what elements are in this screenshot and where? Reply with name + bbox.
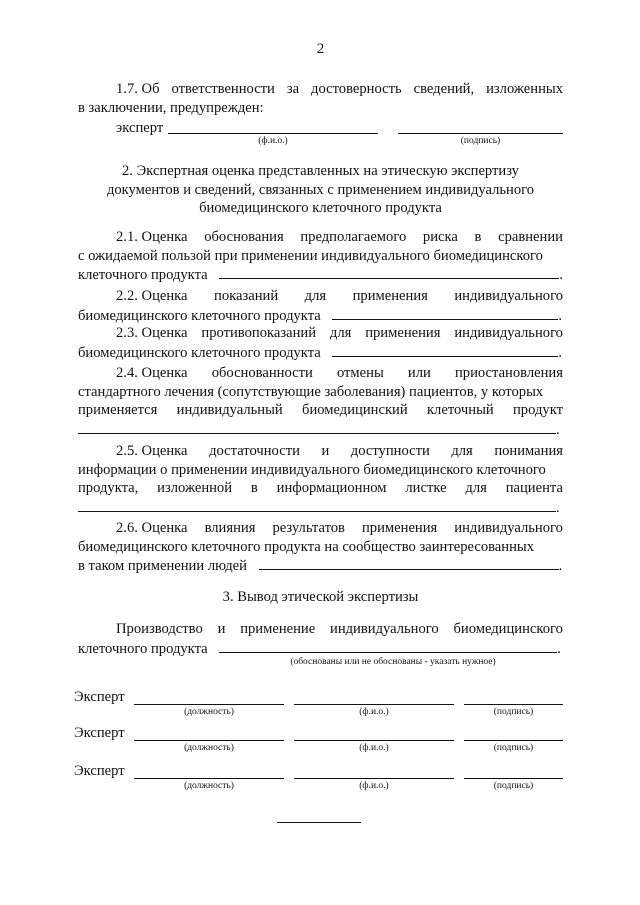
sign-field[interactable] <box>464 704 563 705</box>
field-conclusion[interactable] <box>219 639 557 653</box>
document-page: 2 1.7. Об ответственности за достоверность сведений, изложенных в заключении, предупрежден: эксперт (ф.и.о.) (подпись) 2. Экспертная оценка представленных на этическую экспертизу документов и сведений, связанных с применением индивидуального биомедицинского клеточного продукта 2.1. Оценка обоснования предполагаемого риска в сравнении с ожидаемой пользой при применении индивидуального биомедицинского клеточного продукта . 2.2. Оценка показаний для применения индивидуального биомедицинского клеточного продукта . 2.3. Оценка противопоказаний для применения индивидуального биомедицинского клеточного продукта . 2.4. Оценка обоснованности отмены или приостановления стандартного лечения (сопутствующие заболевания) пациентов, у которых применяется индивидуальный биомедицинский клеточный продукт . 2.5. Оценка достаточности и доступности для понимания информации о применении индивидуального биомедицинского клеточного продукта, изложенной в информационном листке для пациента . 2.6. Оценка влияния результатов применения индивидуального биомедицинского клеточного продукта на сообщество заинтересованных в таком применении людей . 3. Вывод этической экспертизы Производство и применение индивидуального биомедицинского клеточного продукта . (обоснованы или не обоснованы - указать нужное) Эксперт (должность) (ф.и.о.) (подпись) Эксперт (должность) (ф.и.о.) (подпись) Эксперт (должность) (ф.и.о.) (подпись) <box>78 0 563 905</box>
field-2-3[interactable] <box>332 343 558 357</box>
field-2-6[interactable] <box>259 556 559 570</box>
caption-conclusion: (обоснованы или не обоснованы - указать нужное) <box>290 657 496 667</box>
page-number: 2 <box>316 41 325 57</box>
expert-fio-field[interactable] <box>168 133 378 134</box>
section-3-heading: 3. Вывод этической экспертизы <box>222 589 419 605</box>
position-field[interactable] <box>134 704 284 705</box>
section-2-2: 2.2. Оценка показаний для применения индивидуального биомедицинского клеточного продукта . <box>78 288 563 324</box>
expert-label: эксперт <box>116 120 164 136</box>
section-2-5: 2.5. Оценка достаточности и доступности для понимания информации о применении индивидуального биомедицинского клеточного продукта, изложенной в информационном листке для пациента . <box>78 443 563 516</box>
section-1-7-line-2: в заключении, предупрежден: <box>78 99 264 116</box>
caption-sign: (подпись) <box>460 136 501 146</box>
section-2-heading: 2. Экспертная оценка представленных на этическую экспертизу документов и сведений, связанных с применением индивидуального биомедицинского клеточного продукта <box>106 163 535 217</box>
field-2-5[interactable] <box>78 498 556 512</box>
expert-sign-field[interactable] <box>398 133 563 134</box>
field-2-2[interactable] <box>332 306 558 320</box>
section-2-1: 2.1. Оценка обоснования предполагаемого риска в сравнении с ожидаемой пользой при применении индивидуального биомедицинского клеточного продукта . <box>78 229 563 284</box>
footer-divider <box>277 822 361 823</box>
fio-field[interactable] <box>294 740 454 741</box>
sign-field[interactable] <box>464 778 563 779</box>
fio-field[interactable] <box>294 778 454 779</box>
section-2-3: 2.3. Оценка противопоказаний для применения индивидуального биомедицинского клеточного продукта . <box>78 325 563 361</box>
caption-fio: (ф.и.о.) <box>258 136 288 146</box>
position-field[interactable] <box>134 740 284 741</box>
section-1-7-line-1: 1.7. Об ответственности за достоверность сведений, изложенных <box>116 81 563 97</box>
sign-field[interactable] <box>464 740 563 741</box>
field-2-1[interactable] <box>219 265 559 279</box>
fio-field[interactable] <box>294 704 454 705</box>
section-2-6: 2.6. Оценка влияния результатов применения индивидуального биомедицинского клеточного продукта на сообщество заинтересованных в таком применении людей . <box>78 520 563 575</box>
position-field[interactable] <box>134 778 284 779</box>
field-2-4[interactable] <box>78 420 556 434</box>
section-2-4: 2.4. Оценка обоснованности отмены или приостановления стандартного лечения (сопутствующие заболевания) пациентов, у которых применяется индивидуальный биомедицинский клеточный продукт . <box>78 365 563 438</box>
section-1-7 <box>78 80 563 117</box>
section-3: Производство и применение индивидуального биомедицинского клеточного продукта . <box>78 621 563 657</box>
